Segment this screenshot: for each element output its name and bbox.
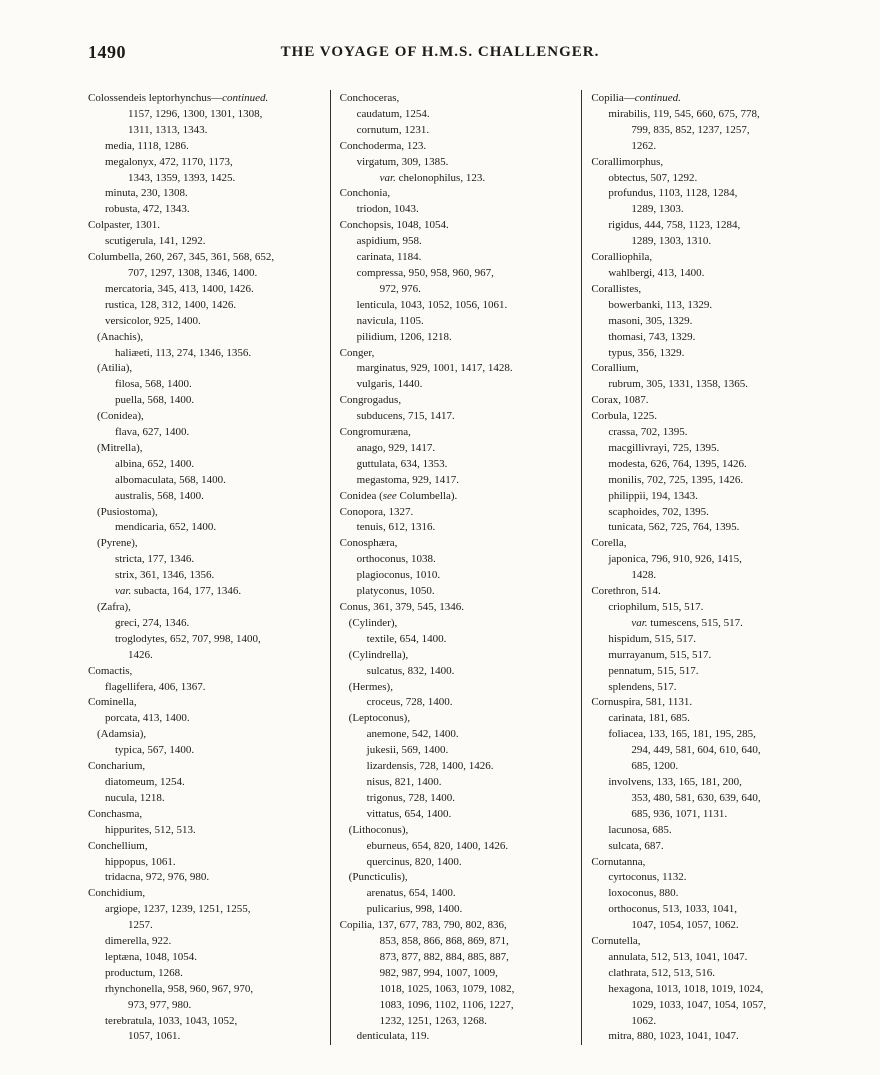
index-line: filosa, 568, 1400.: [115, 378, 192, 391]
index-line: albomaculata, 568, 1400.: [115, 473, 226, 486]
index-line: 1343, 1359, 1393, 1425.: [128, 171, 236, 184]
index-line: lacunosa, 685.: [608, 823, 672, 836]
index-line: (Zafra),: [97, 601, 131, 613]
index-line: rigidus, 444, 758, 1123, 1284,: [608, 219, 741, 232]
index-line: Conchopsis, 1048, 1054.: [339, 219, 449, 232]
index-line: (Mitrella),: [97, 441, 143, 454]
index-line: rubrum, 305, 1331, 1358, 1365.: [608, 378, 748, 391]
index-line: 1018, 1025, 1063, 1079, 1082,: [379, 982, 515, 995]
index-columns: [88, 90, 824, 1045]
index-line: sulcata, 687.: [608, 839, 664, 852]
index-line: 1157, 1296, 1300, 1301, 1308,: [128, 107, 263, 120]
index-line: rustica, 128, 312, 1400, 1426.: [105, 298, 237, 311]
index-line: 1426.: [128, 648, 153, 661]
index-line: croceus, 728, 1400.: [366, 696, 453, 709]
index-line: media, 1118, 1286.: [105, 139, 189, 152]
index-line: Comactis,: [88, 664, 133, 677]
index-line: denticulata, 119.: [356, 1030, 430, 1043]
index-line: cornutum, 1231.: [356, 123, 430, 136]
index-line: 294, 449, 581, 604, 610, 640,: [631, 744, 761, 757]
index-line: lenticula, 1043, 1052, 1056, 1061.: [356, 298, 508, 311]
index-line: tridacna, 972, 976, 980.: [105, 871, 210, 884]
index-line: Congrogadus,: [339, 394, 402, 407]
index-line: navicula, 1105.: [356, 314, 424, 327]
index-line: 1047, 1054, 1057, 1062.: [631, 919, 739, 932]
index-line: Copilia—continued.: [591, 92, 681, 104]
index-line: Conchidium,: [88, 887, 146, 900]
index-line: 972, 976.: [379, 282, 421, 295]
index-line: (Atilia),: [97, 362, 133, 375]
index-line: (Conidea),: [97, 410, 144, 423]
index-line: Corethron, 514.: [591, 585, 661, 598]
index-line: aspidium, 958.: [356, 235, 422, 248]
index-line: (Cylinder),: [348, 616, 398, 629]
index-line: dimerella, 922.: [105, 935, 172, 948]
index-line: criophilum, 515, 517.: [608, 601, 704, 613]
index-line: Cominella,: [88, 696, 137, 709]
index-line: Cornutella,: [591, 935, 641, 948]
index-line: flava, 627, 1400.: [115, 426, 190, 439]
index-line: virgatum, 309, 1385.: [356, 155, 449, 168]
index-line: Corallimorphus,: [591, 155, 664, 168]
index-line: (Hermes),: [348, 680, 393, 693]
index-line: hippopus, 1061.: [105, 855, 176, 868]
index-line: cyrtoconus, 1132.: [608, 871, 687, 884]
index-line: robusta, 472, 1343.: [105, 203, 190, 216]
index-line: (Pyrene),: [97, 537, 138, 550]
index-line: loxoconus, 880.: [608, 887, 679, 900]
index-line: puella, 568, 1400.: [115, 394, 195, 407]
index-line: 1062.: [631, 1014, 657, 1027]
index-line: platyconus, 1050.: [356, 585, 435, 598]
index-line: (Adamsia),: [97, 728, 147, 741]
index-line: involvens, 133, 165, 181, 200,: [608, 775, 742, 788]
index-line: Colpaster, 1301.: [88, 219, 160, 232]
index-line: plagioconus, 1010.: [356, 569, 441, 582]
index-line: philippii, 194, 1343.: [608, 489, 698, 502]
index-line: Cornuspira, 581, 1131.: [591, 696, 693, 709]
index-line: arenatus, 654, 1400.: [366, 887, 456, 900]
index-line: Conus, 361, 379, 545, 1346.: [339, 601, 465, 613]
index-line: Congromuræna,: [339, 426, 411, 439]
index-line: anago, 929, 1417.: [356, 441, 436, 454]
index-line: modesta, 626, 764, 1395, 1426.: [608, 457, 747, 470]
index-line: strix, 361, 1346, 1356.: [115, 569, 215, 582]
index-line: 1262.: [631, 139, 657, 152]
index-line: var. subacta, 164, 177, 1346.: [115, 585, 242, 598]
index-line: Conchoceras,: [339, 92, 400, 104]
index-line: typica, 567, 1400.: [115, 744, 195, 757]
index-line: scutigerula, 141, 1292.: [105, 235, 206, 248]
index-line: pulicarius, 998, 1400.: [366, 903, 463, 916]
index-line: stricta, 177, 1346.: [115, 553, 195, 566]
index-line: eburneus, 654, 820, 1400, 1426.: [366, 839, 509, 852]
index-line: pennatum, 515, 517.: [608, 664, 699, 677]
index-line: thomasi, 743, 1329.: [608, 330, 696, 343]
index-line: (Leptoconus),: [348, 712, 411, 725]
index-line: Cornutanna,: [591, 855, 646, 868]
index-line: leptæna, 1048, 1054.: [105, 950, 197, 963]
index-line: (Cylindrella),: [348, 648, 409, 661]
index-line: argiope, 1237, 1239, 1251, 1255,: [105, 903, 251, 916]
index-line: compressa, 950, 958, 960, 967,: [356, 266, 494, 279]
index-line: trigonus, 728, 1400.: [366, 791, 455, 804]
index-line: Coralliophila,: [591, 251, 653, 264]
index-line: 799, 835, 852, 1237, 1257,: [631, 123, 750, 136]
index-line: 1057, 1061.: [128, 1030, 181, 1043]
index-line: textile, 654, 1400.: [366, 632, 447, 645]
page-header: [88, 42, 824, 90]
index-line: triodon, 1043.: [356, 203, 419, 216]
index-line: monilis, 702, 725, 1395, 1426.: [608, 473, 744, 486]
index-line: Conopora, 1327.: [339, 505, 414, 518]
index-line: carinata, 181, 685.: [608, 712, 690, 725]
index-line: tunicata, 562, 725, 764, 1395.: [608, 521, 740, 534]
index-line: bowerbanki, 113, 1329.: [608, 298, 713, 311]
index-line: 707, 1297, 1308, 1346, 1400.: [128, 266, 258, 279]
index-line: versicolor, 925, 1400.: [105, 314, 201, 327]
index-line: annulata, 512, 513, 1041, 1047.: [608, 950, 748, 963]
index-line: australis, 568, 1400.: [115, 489, 204, 502]
index-line: tenuis, 612, 1316.: [356, 521, 436, 534]
index-line: (Pusiostoma),: [97, 505, 158, 518]
index-line: splendens, 517.: [608, 680, 677, 693]
index-line: murrayanum, 515, 517.: [608, 648, 712, 661]
index-column-3: [582, 90, 824, 1045]
index-line: 1289, 1303, 1310.: [631, 235, 712, 248]
index-line: mitra, 880, 1023, 1041, 1047.: [608, 1030, 739, 1043]
index-line: Conchellium,: [88, 839, 148, 852]
index-line: mercatoria, 345, 413, 1400, 1426.: [105, 282, 254, 295]
index-line: Conchasma,: [88, 807, 143, 820]
index-line: lizardensis, 728, 1400, 1426.: [366, 760, 494, 773]
index-line: Corella,: [591, 537, 627, 550]
index-line: caudatum, 1254.: [356, 107, 430, 120]
index-line: foliacea, 133, 165, 181, 195, 285,: [608, 728, 756, 741]
index-column-1: [88, 90, 330, 1045]
index-line: masoni, 305, 1329.: [608, 314, 693, 327]
index-line: Corallistes,: [591, 282, 642, 295]
index-line: rhynchonella, 958, 960, 967, 970,: [105, 982, 254, 995]
index-line: vulgaris, 1440.: [356, 378, 423, 391]
index-line: 685, 936, 1071, 1131.: [631, 807, 728, 820]
index-line: Conchoderma, 123.: [339, 139, 427, 152]
index-line: obtectus, 507, 1292.: [608, 171, 698, 184]
index-line: Conosphæra,: [339, 537, 398, 550]
index-line: scaphoides, 702, 1395.: [608, 505, 709, 518]
index-line: Columbella, 260, 267, 345, 361, 568, 652,: [88, 251, 275, 264]
index-line: typus, 356, 1329.: [608, 346, 685, 359]
index-line: 1428.: [631, 569, 657, 582]
index-line: nisus, 821, 1400.: [366, 775, 442, 788]
index-line: albina, 652, 1400.: [115, 457, 195, 470]
index-line: Colossendeis leptorhynchus—continued.: [88, 92, 269, 104]
index-line: Conger,: [339, 346, 375, 359]
index-line: hispidum, 515, 517.: [608, 632, 697, 645]
index-line: Conidea (see Columbella).: [339, 489, 458, 502]
index-line: productum, 1268.: [105, 966, 183, 979]
index-line: nucula, 1218.: [105, 791, 165, 804]
index-line: subducens, 715, 1417.: [356, 410, 455, 423]
index-line: diatomeum, 1254.: [105, 775, 185, 788]
index-line: vittatus, 654, 1400.: [366, 807, 452, 820]
index-line: 1289, 1303.: [631, 203, 684, 216]
index-line: 973, 977, 980.: [128, 998, 192, 1011]
index-line: orthoconus, 1038.: [356, 553, 436, 566]
index-line: carinata, 1184.: [356, 251, 422, 264]
index-line: troglodytes, 652, 707, 998, 1400,: [115, 632, 261, 645]
index-line: 685, 1200.: [631, 760, 679, 773]
index-line: japonica, 796, 910, 926, 1415,: [608, 553, 742, 566]
index-line: greci, 274, 1346.: [115, 616, 190, 629]
running-title: THE VOYAGE OF H.M.S. CHALLENGER.: [280, 44, 600, 60]
index-line: (Puncticulis),: [348, 871, 408, 884]
index-line: mirabilis, 119, 545, 660, 675, 778,: [608, 107, 760, 120]
index-line: hexagona, 1013, 1018, 1019, 1024,: [608, 982, 764, 995]
index-line: Corax, 1087.: [591, 394, 649, 407]
index-line: marginatus, 929, 1001, 1417, 1428.: [356, 362, 513, 375]
index-line: sulcatus, 832, 1400.: [366, 664, 455, 677]
index-line: jukesii, 569, 1400.: [366, 744, 449, 757]
index-line: Corbula, 1225.: [591, 410, 658, 423]
index-line: (Anachis),: [97, 330, 144, 343]
index-line: 1257.: [128, 919, 153, 932]
index-line: wahlbergi, 413, 1400.: [608, 266, 705, 279]
page-number: 1490: [88, 42, 126, 62]
index-line: var. chelonophilus, 123.: [379, 171, 486, 184]
index-line: 982, 987, 994, 1007, 1009,: [379, 966, 498, 979]
index-line: guttulata, 634, 1353.: [356, 457, 448, 470]
index-line: pilidium, 1206, 1218.: [356, 330, 452, 343]
index-line: var. tumescens, 515, 517.: [631, 616, 743, 629]
index-line: 1232, 1251, 1263, 1268.: [379, 1014, 487, 1027]
index-line: 853, 858, 866, 868, 869, 871,: [379, 935, 509, 948]
index-line: 353, 480, 581, 630, 639, 640,: [631, 791, 761, 804]
index-line: 873, 877, 882, 884, 885, 887,: [379, 950, 509, 963]
index-line: quercinus, 820, 1400.: [366, 855, 462, 868]
index-line: Copilia, 137, 677, 783, 790, 802, 836,: [339, 919, 507, 932]
index-line: Concharium,: [88, 760, 146, 773]
index-line: haliæeti, 113, 274, 1346, 1356.: [115, 346, 252, 359]
index-line: 1029, 1033, 1047, 1054, 1057,: [631, 998, 767, 1011]
index-line: crassa, 702, 1395.: [608, 426, 688, 439]
index-line: Corallium,: [591, 362, 639, 375]
index-line: (Lithoconus),: [348, 823, 409, 836]
index-line: Conchonia,: [339, 187, 391, 200]
index-line: megastoma, 929, 1417.: [356, 473, 460, 486]
index-line: clathrata, 512, 513, 516.: [608, 966, 715, 979]
index-line: hippurites, 512, 513.: [105, 823, 196, 836]
index-line: megalonyx, 472, 1170, 1173,: [105, 155, 233, 168]
index-line: 1311, 1313, 1343.: [128, 123, 208, 136]
index-column-2: [331, 90, 582, 1045]
index-line: mendicaria, 652, 1400.: [115, 521, 217, 534]
index-line: macgillivrayi, 725, 1395.: [608, 441, 720, 454]
index-line: anemone, 542, 1400.: [366, 728, 459, 741]
index-line: porcata, 413, 1400.: [105, 712, 190, 725]
index-line: 1083, 1096, 1102, 1106, 1227,: [379, 998, 514, 1011]
index-line: orthoconus, 513, 1033, 1041,: [608, 903, 737, 916]
index-line: profundus, 1103, 1128, 1284,: [608, 187, 738, 200]
index-line: flagellifera, 406, 1367.: [105, 680, 206, 693]
index-line: terebratula, 1033, 1043, 1052,: [105, 1014, 238, 1027]
index-line: minuta, 230, 1308.: [105, 187, 188, 200]
